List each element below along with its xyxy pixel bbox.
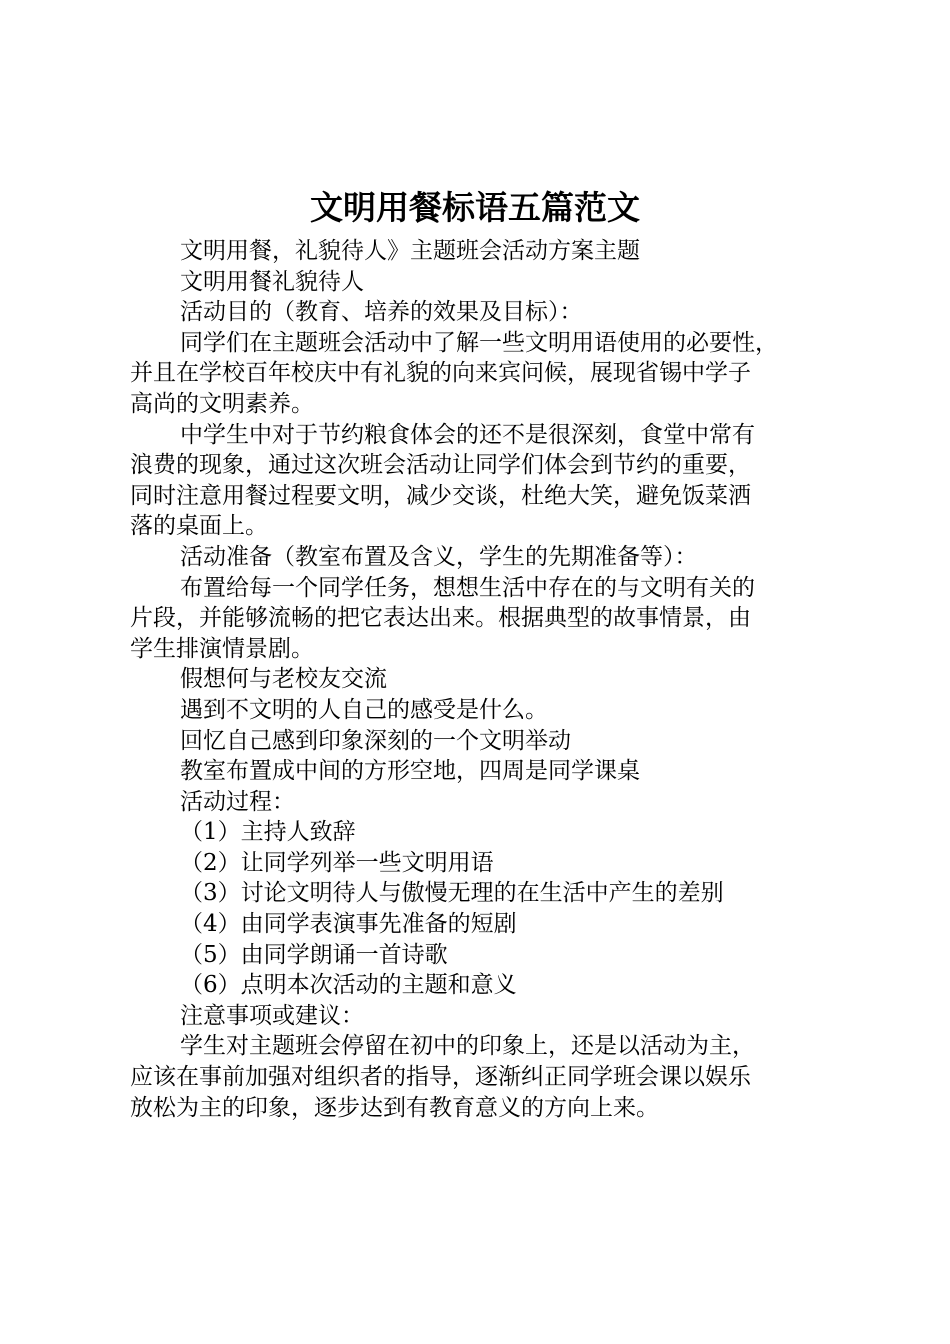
paragraph-line: 高尚的文明素养。 (130, 390, 314, 417)
paragraph-line: 注意事项或建议： (180, 1002, 364, 1029)
paragraph-line: 浪费的现象，通过这次班会活动让同学们体会到节约的重要， (130, 452, 751, 479)
list-item: （4）由同学表演事先准备的短剧 (180, 911, 517, 938)
paragraph-line: 中学生中对于节约粮食体会的还不是很深刻，食堂中常有 (180, 421, 755, 448)
paragraph-line: 回忆自己感到印象深刻的一个文明举动 (180, 727, 571, 754)
paragraph-line: 假想何与老校友交流 (180, 666, 387, 693)
paragraph-line: 同时注意用餐过程要文明，减少交谈，杜绝大笑，避免饭菜洒 (130, 482, 751, 509)
paragraph-line: 活动过程： (180, 788, 295, 815)
paragraph-line: 学生对主题班会停留在初中的印象上，还是以活动为主， (180, 1033, 755, 1060)
paragraph-line: 并且在学校百年校庆中有礼貌的向来宾问候，展现省锡中学子 (130, 360, 751, 387)
paragraph-line: 片段，并能够流畅的把它表达出来。根据典型的故事情景，由 (130, 605, 751, 632)
paragraph-line: 教室布置成中间的方形空地，四周是同学课桌 (180, 758, 640, 785)
paragraph-line: 应该在事前加强对组织者的指导，逐渐纠正同学班会课以娱乐 (130, 1064, 751, 1091)
paragraph-line: 同学们在主题班会活动中了解一些文明用语使用的必要性， (180, 329, 778, 356)
list-item: （5）由同学朗诵一首诗歌 (180, 941, 448, 968)
paragraph-line: 活动准备（教室布置及含义，学生的先期准备等）： (180, 543, 698, 570)
paragraph-line: 文明用餐礼貌待人 (180, 268, 364, 295)
list-item: （2）让同学列举一些文明用语 (180, 849, 494, 876)
document-body (130, 236, 835, 1123)
list-item: （1）主持人致辞 (180, 819, 356, 846)
paragraph-line: 活动目的（教育、培养的效果及目标）： (180, 299, 583, 326)
paragraph-line: 文明用餐，礼貌待人》主题班会活动方案主题 (180, 238, 640, 264)
paragraph-line: 学生排演情景剧。 (130, 635, 314, 662)
list-item: （6）点明本次活动的主题和意义 (180, 972, 517, 999)
paragraph-line: 放松为主的印象，逐步达到有教育意义的方向上来。 (130, 1094, 659, 1121)
paragraph-line: 布置给每一个同学任务，想想生活中存在的与文明有关的 (180, 574, 755, 601)
paragraph-line: 遇到不文明的人自己的感受是什么。 (180, 696, 548, 723)
document-title: 文明用餐标语五篇范文 (310, 188, 640, 227)
list-item: （3）讨论文明待人与傲慢无理的在生活中产生的差别 (180, 880, 724, 907)
paragraph-line: 落的桌面上。 (130, 513, 268, 540)
